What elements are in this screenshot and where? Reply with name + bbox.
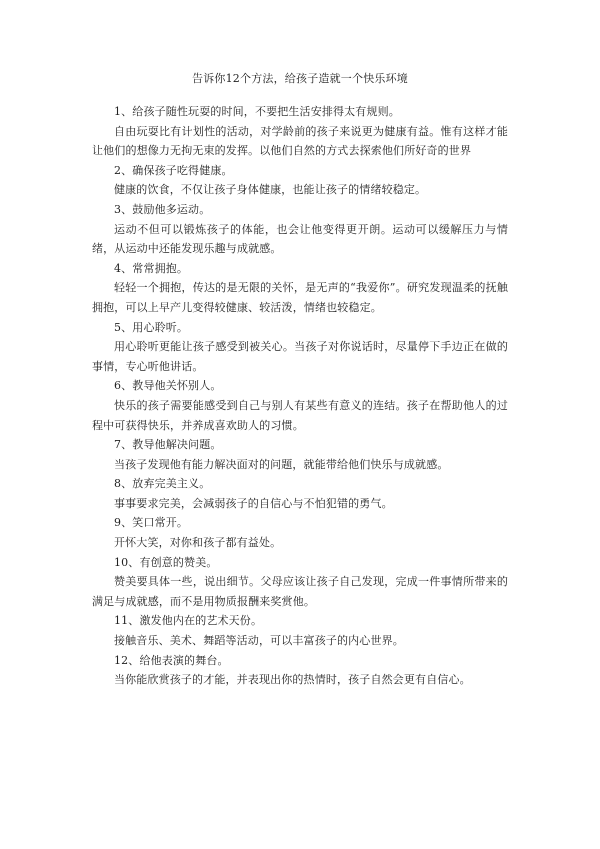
section-body: 当你能欣赏孩子的才能，并表现出你的热情时，孩子自然会更有自信心。 xyxy=(114,673,471,687)
section-body: 用心聆听更能让孩子感受到被关心。当孩子对你说话时，尽量停下手边正在做的事情，专心听他讲话。 xyxy=(92,340,508,373)
section-body: 事事要求完美，会减弱孩子的自信心与不怕犯错的勇气。 xyxy=(114,496,393,510)
section-body: 健康的饮食，不仅让孩子身体健康，也能让孩子的情绪较稳定。 xyxy=(114,183,427,197)
section-heading: 11、激发他内在的艺术天份。 xyxy=(114,614,263,628)
section-heading: 2、确保孩子吃得健康。 xyxy=(114,163,233,177)
section-heading: 8、放弃完美主义。 xyxy=(114,477,211,491)
section-heading: 9、笑口常开。 xyxy=(114,516,189,530)
document-body xyxy=(92,102,508,690)
section-body: 运动不但可以锻炼孩子的体能，也会让他变得更开朗。运动可以缓解压力与情绪，从运动中还能发现乐趣与成就感。 xyxy=(92,222,508,256)
section-heading: 5、用心聆听。 xyxy=(114,320,189,334)
section-body: 接触音乐、美术、舞蹈等活动，可以丰富孩子的内心世界。 xyxy=(114,634,404,648)
section-heading: 12、给他表演的舞台。 xyxy=(114,653,229,667)
section-heading: 3、鼓励他多运动。 xyxy=(114,202,211,216)
section-body: 轻轻一个拥抱，传达的是无限的关怀，是无声的“我爱你”。研究发现温柔的抚触拥抱，可以上早产儿变得较健康、较活泼，情绪也较稳定。 xyxy=(92,281,508,314)
section-heading: 10、有创意的赞美。 xyxy=(114,555,218,569)
document-title: 告诉你12个方法，给孩子造就一个快乐环境 xyxy=(192,72,408,85)
section-body: 开怀大笑，对你和孩子都有益处。 xyxy=(114,536,282,550)
section-heading: 1、给孩子随性玩耍的时间，不要把生活安排得太有规则。 xyxy=(114,105,400,118)
section-heading: 7、教导他解决问题。 xyxy=(114,438,222,452)
section-heading: 4、常常拥抱。 xyxy=(114,261,189,275)
section-body: 自由玩耍比有计划性的活动，对学龄前的孩子来说更为健康有益。惟有这样才能让他们的想像力无拘无束的发挥。以他们自然的方式去探索他们所好奇的世界 xyxy=(92,124,508,158)
section-body: 快乐的孩子需要能感受到自己与别人有某些有意义的连结。孩子在帮助他人的过程中可获得快乐，并养成喜欢助人的习惯。 xyxy=(92,398,508,432)
section-heading: 6、教导他关怀别人。 xyxy=(114,379,222,393)
section-body: 赞美要具体一些，说出细节。父母应该让孩子自己发现，完成一件事情所带来的满足与成就感，而不是用物质报酬来奖赏他。 xyxy=(92,575,508,608)
section-body: 当孩子发现他有能力解决面对的问题，就能带给他们快乐与成就感。 xyxy=(114,457,449,471)
